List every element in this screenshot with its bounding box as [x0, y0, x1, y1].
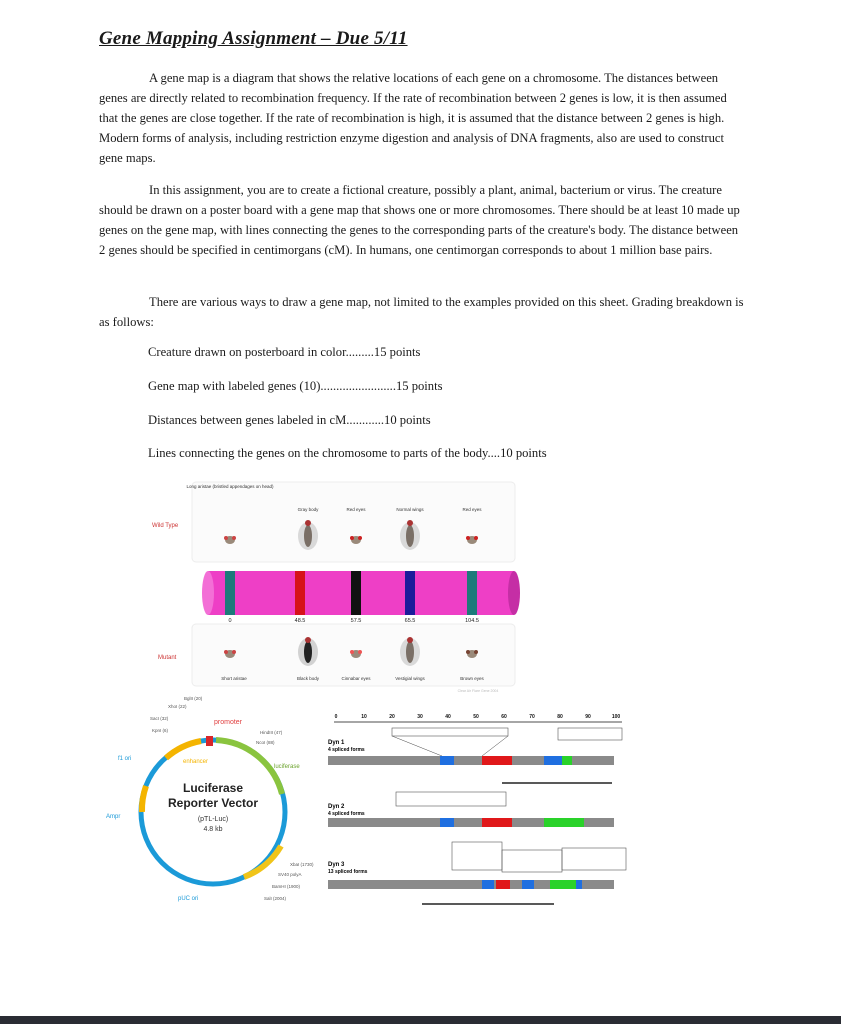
ruler-tick-label: 60: [501, 714, 507, 720]
chromosome-band: [225, 571, 235, 615]
mutant-trait-label: Black body: [296, 676, 320, 681]
gene-position-label: 65.5: [404, 618, 416, 624]
puc-label: pUC ori: [178, 896, 199, 902]
ruler-tick-label: 70: [529, 714, 535, 720]
track-subtitle: 13 spliced forms: [328, 869, 368, 875]
track-name: Dyn 1: [328, 740, 345, 746]
promoter-label: promoter: [214, 719, 243, 726]
mutant-trait-label: Cinnabar eyes: [341, 676, 371, 681]
track-subtitle: 4 spliced forms: [328, 747, 365, 753]
ruler-tick-label: 40: [445, 714, 451, 720]
site-label: XbaI (1730): [290, 862, 314, 867]
ruler-tick-label: 30: [417, 714, 423, 720]
mutant-trait-label: Short aristae: [221, 676, 247, 681]
chromosome-band: [405, 571, 415, 615]
chromosome-band: [295, 571, 305, 615]
grading-item: Distances between genes labeled in cM............10 points: [148, 413, 431, 427]
site-label: BglII (20): [184, 696, 203, 701]
site-label: KpnI (6): [152, 728, 169, 733]
site-label: SV40 polyA: [278, 872, 302, 877]
ruler-tick-label: 80: [557, 714, 563, 720]
mutant-label: Mutant: [158, 655, 177, 661]
wild-trait-label: Normal wings: [396, 507, 424, 512]
instructions-paragraph: In this assignment, you are to create a fictional creature, possibly a plant, animal, bacterium or virus. The creature should be drawn on a poster board with a gene map that shows one or more chromosomes. There should be at least 10 made up genes on the gene map, with lines connecting the genes to the corresponding parts of the creature's body. The distance between 2 genes should be specified in centimorgans (cM). In humans, one centimorgan corresponds to about 1 million base pairs.: [99, 183, 740, 257]
plasmid-name: (pTL-Luc): [197, 816, 229, 823]
plasmid-subtitle: Reporter Vector: [167, 796, 259, 810]
ruler-tick-label: 20: [389, 714, 395, 720]
gene-tracks-figure: [322, 708, 634, 914]
chromosome-band: [467, 571, 477, 615]
site-label: HindIII (47): [260, 730, 283, 735]
screen-bottom-bar: [0, 1016, 841, 1024]
track-subtitle: 4 spliced forms: [328, 811, 365, 817]
site-label: BamHI (1900): [272, 884, 301, 889]
gene-position-label: 104.5: [465, 618, 479, 624]
chromosome-band: [351, 571, 361, 615]
wild-trait-label: Gray body: [297, 507, 319, 512]
gene-position-label: 48.5: [294, 618, 306, 624]
ruler-tick-label: 90: [585, 714, 591, 720]
grading-item: Gene map with labeled genes (10)........................15 points: [148, 379, 443, 393]
mutant-trait-label: Vestigial wings: [395, 676, 425, 681]
site-label: SalI (2004): [264, 896, 287, 901]
gene-position-label: 0: [228, 618, 232, 624]
plasmid-map-figure: [106, 694, 320, 906]
grading-item: Lines connecting the genes on the chromosome to parts of the body....10 points: [148, 446, 547, 460]
ruler-tick-label: 10: [361, 714, 367, 720]
chromosome: [202, 571, 520, 615]
luciferase-label: luciferase: [274, 764, 300, 770]
enhancer-label: enhancer: [183, 759, 209, 765]
ampr-label: Ampr: [106, 814, 121, 820]
ruler-tick-label: 100: [611, 714, 621, 720]
track-name: Dyn 2: [328, 804, 345, 810]
ruler-tick-label: 50: [473, 714, 479, 720]
track-name: Dyn 3: [328, 862, 345, 868]
ruler-tick-label: 0: [334, 714, 338, 720]
mutant-trait-label: Brown eyes: [460, 676, 484, 681]
ori-label: f1 ori: [118, 756, 132, 762]
grading-item: Creature drawn on posterboard in color.........15 points: [148, 345, 421, 359]
intro-paragraph: A gene map is a diagram that shows the relative locations of each gene on a chromosome. The distances between genes are directly related to recombination frequency. If the rate of recombination between 2 genes is low, it is then assumed that the genes are close together. If the rate of recombination is high, it is assumed that the distance between 2 genes is high. Modern forms of analysis, including restriction enzyme digestion and analysis of DNA fragments, also are used to construct gene maps.: [99, 71, 727, 165]
grading-intro-paragraph: There are various ways to draw a gene map, not limited to the examples provided on this sheet. Grading breakdown is as follows:: [99, 295, 744, 329]
wild-trait-label: Red eyes: [462, 507, 482, 512]
site-label: NcoI (88): [256, 740, 275, 745]
wild-trait-label: Red eyes: [346, 507, 366, 512]
plasmid-size: 4.8 kb: [203, 826, 223, 833]
fly-gene-map-figure: [148, 478, 528, 696]
plasmid-title: Luciferase: [182, 781, 244, 795]
wild-trait-label: Long aristae (bristled appendages on head): [186, 484, 274, 489]
site-label: XhoI (22): [168, 704, 187, 709]
assignment-title: Gene Mapping Assignment – Due 5/11: [99, 28, 408, 49]
figure-credit: Clear Air Flare Gene 2004: [457, 689, 499, 693]
wild-type-label: Wild Type: [152, 523, 179, 529]
site-label: SacI (32): [150, 716, 169, 721]
gene-position-label: 57.5: [350, 618, 362, 624]
